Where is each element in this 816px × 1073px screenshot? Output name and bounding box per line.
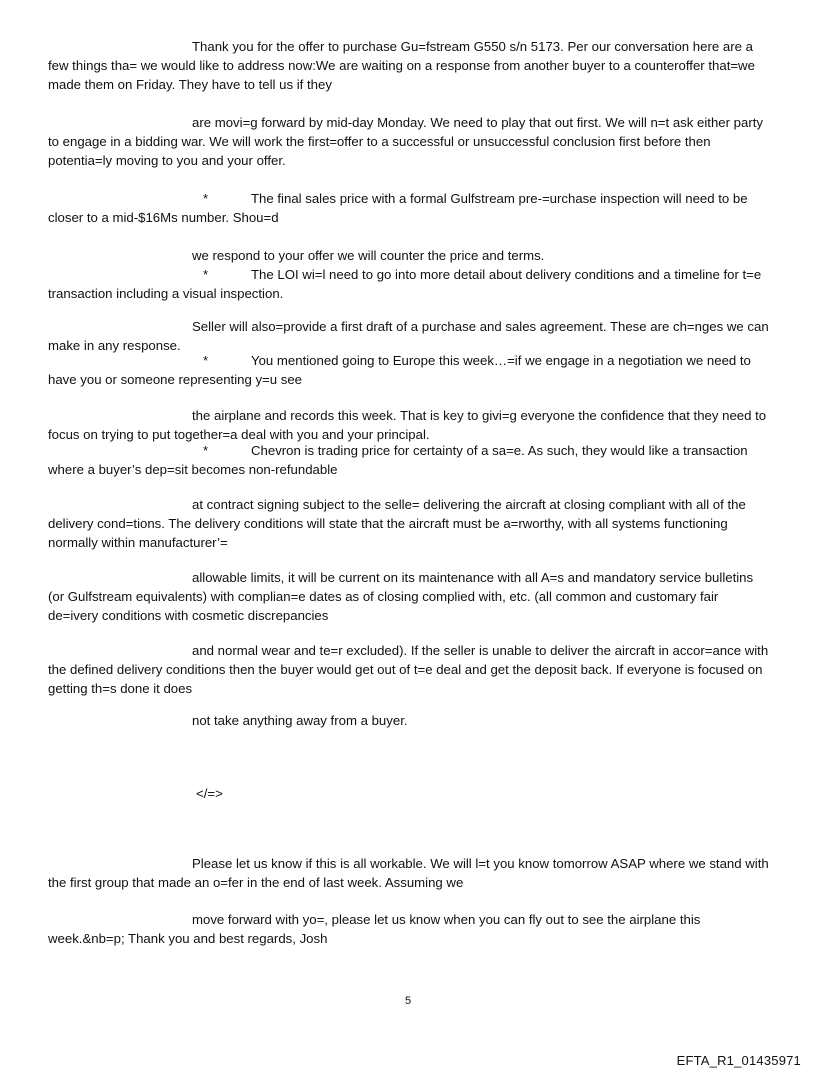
- bullet-price: [48, 189, 770, 227]
- bullet-europe: [48, 351, 770, 389]
- bullet-loi: [48, 265, 770, 303]
- bullet-marker: *: [203, 191, 209, 206]
- bullet-marker: *: [203, 443, 209, 458]
- page-number: 5: [404, 995, 412, 1007]
- paragraph-seller-draft: Seller will also=provide a first draft of a purchase and sales agreement. These are ch=nges we can make in any response.: [48, 319, 769, 353]
- paragraph-bidding: are movi=g forward by mid-day Monday. We need to play that out first. We will n=t ask either party to engage in a bidding war. We will work the first=offer to a successful or unsuccessful conclusion first before then potentia=ly moving to you and your offer.: [48, 115, 763, 168]
- paragraph-contract-signing: at contract signing subject to the selle= delivering the aircraft at closing compliant with all of the delivery cond=tions. The delivery conditions will state that the aircraft must be a=rworthy, with all systems functioning normally within manufacturer’=: [48, 497, 746, 550]
- bullet-chevron: [48, 441, 770, 479]
- bullet-text: Chevron is trading price for certainty of a sa=e. As such, they would like a transaction where a buyer’s dep=sit becomes non-refundable: [48, 443, 748, 477]
- bullet-marker: *: [203, 353, 209, 368]
- bullet-text: You mentioned going to Europe this week…=if we engage in a negotiation we need to have you or someone representing y=u see: [48, 353, 751, 387]
- bullet-marker: *: [203, 267, 209, 282]
- bullet-text: The LOI wi=l need to go into more detail about delivery conditions and a timeline for t=e transaction including a visual inspection.: [48, 267, 762, 301]
- bates-number: EFTA_R1_01435971: [676, 1053, 801, 1068]
- paragraph-not-take-away: not take anything away from a buyer.: [192, 713, 408, 728]
- paragraph-wear-and-tear: and normal wear and te=r excluded). If the seller is unable to deliver the aircraft in accor=ance with the defined delivery conditions then the buyer would get out of t=e deal and get the deposit back. If everyone is focused on getting th=s done it does: [48, 643, 769, 696]
- paragraph-allowable-limits: allowable limits, it will be current on its maintenance with all A=s and mandatory service bulletins (or Gulfstream equivalents) with complian=e dates as of closing complied with, etc. (all common and customary fair de=ivery conditions with cosmetic discrepancies: [48, 570, 754, 623]
- bullet-text: The final sales price with a formal Gulfstream pre-=urchase inspection will need to be closer to a mid-$16Ms number. Shou=d: [48, 191, 748, 225]
- paragraph-counter: we respond to your offer we will counter the price and terms.: [192, 248, 545, 263]
- paragraph-workable: Please let us know if this is all workable. We will l=t you know tomorrow ASAP where we stand with the first group that made an o=fer in the end of last week. Assuming we: [48, 856, 769, 890]
- paragraph-airplane-records: the airplane and records this week. That is key to givi=g everyone the confidence that they need to focus on trying to put together=a deal with you and your principal.: [48, 408, 767, 442]
- paragraph-closing: move forward with yo=, please let us know when you can fly out to see the airplane this week.&nb=p; Thank you and best regards, Josh: [48, 912, 701, 946]
- paragraph-intro: Thank you for the offer to purchase Gu=fstream G550 s/n 5173. Per our conversation here are a few things tha= we would like to address now:We are waiting on a response from another buyer to a counteroffer that=we made them on Friday. They have to tell us if they: [48, 39, 755, 92]
- markup-fragment: </=>: [196, 786, 223, 801]
